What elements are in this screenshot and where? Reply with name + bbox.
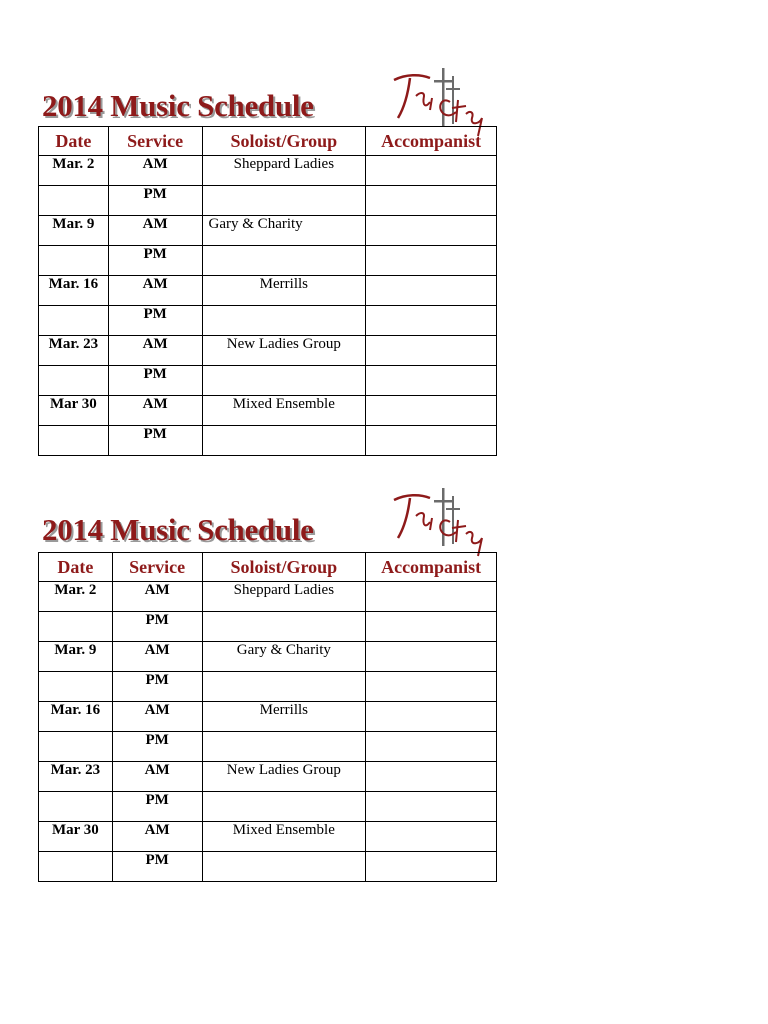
service-cell: AM [112,702,202,732]
date-cell [39,732,113,762]
accompanist-cell [366,852,497,882]
date-cell: Mar. 9 [39,216,109,246]
soloist-cell [202,426,366,456]
service-cell: AM [112,762,202,792]
date-cell [39,186,109,216]
accompanist-cell [366,642,497,672]
soloist-cell [202,186,366,216]
header-accompanist: Accompanist [366,553,497,582]
service-cell: PM [112,672,202,702]
date-cell: Mar. 16 [39,276,109,306]
service-cell: AM [108,396,202,426]
accompanist-cell [366,582,497,612]
date-cell [39,306,109,336]
service-cell: AM [108,216,202,246]
soloist-cell [202,366,366,396]
soloist-cell [202,306,366,336]
soloist-cell [202,792,366,822]
church-logo-icon [386,486,490,560]
soloist-cell: Sheppard Ladies [202,156,366,186]
accompanist-cell [366,612,497,642]
table-row [39,186,497,216]
date-cell: Mar. 16 [39,702,113,732]
accompanist-cell [366,306,497,336]
header-accompanist: Accompanist [366,127,497,156]
soloist-cell: New Ladies Group [202,762,366,792]
accompanist-cell [366,762,497,792]
service-cell: PM [108,306,202,336]
service-cell: AM [108,336,202,366]
table-row [39,246,497,276]
music-schedule-table [38,552,497,882]
table-row [39,642,497,672]
header-service: Service [112,553,202,582]
accompanist-cell [366,156,497,186]
header-service: Service [108,127,202,156]
accompanist-cell [366,702,497,732]
date-cell [39,852,113,882]
music-schedule-table [38,126,497,456]
service-cell: AM [112,582,202,612]
date-cell: Mar. 9 [39,642,113,672]
date-cell [39,426,109,456]
date-cell: Mar. 23 [39,336,109,366]
soloist-cell [202,852,366,882]
soloist-cell [202,246,366,276]
service-cell: PM [108,186,202,216]
date-cell [39,246,109,276]
accompanist-cell [366,216,497,246]
soloist-cell [202,732,366,762]
table-row [39,822,497,852]
date-cell: Mar 30 [39,396,109,426]
accompanist-cell [366,426,497,456]
service-cell: PM [108,246,202,276]
soloist-cell: Sheppard Ladies [202,582,366,612]
table-row [39,366,497,396]
table-row [39,426,497,456]
header-date: Date [39,553,113,582]
date-cell [39,792,113,822]
table-row [39,672,497,702]
service-cell: PM [112,852,202,882]
table-row [39,852,497,882]
table-row [39,762,497,792]
service-cell: PM [112,732,202,762]
date-cell: Mar. 2 [39,156,109,186]
table-row [39,306,497,336]
service-cell: AM [112,642,202,672]
soloist-cell: Mixed Ensemble [202,822,366,852]
table-row [39,612,497,642]
table-row [39,732,497,762]
soloist-cell: Gary & Charity [202,642,366,672]
schedule-title: 2014 Music Schedule [42,88,314,123]
accompanist-cell [366,366,497,396]
table-row [39,396,497,426]
date-cell: Mar. 2 [39,582,113,612]
accompanist-cell [366,732,497,762]
service-cell: AM [108,156,202,186]
accompanist-cell [366,186,497,216]
header-soloist: Soloist/Group [202,553,366,582]
soloist-cell: Merrills [202,276,366,306]
table-row [39,702,497,732]
accompanist-cell [366,396,497,426]
date-cell: Mar. 23 [39,762,113,792]
accompanist-cell [366,792,497,822]
table-row [39,582,497,612]
header-date: Date [39,127,109,156]
accompanist-cell [366,246,497,276]
accompanist-cell [366,822,497,852]
table-row [39,276,497,306]
service-cell: PM [112,792,202,822]
table-row [39,156,497,186]
soloist-cell: Mixed Ensemble [202,396,366,426]
date-cell [39,366,109,396]
schedule-title: 2014 Music Schedule [42,512,314,547]
date-cell [39,672,113,702]
date-cell: Mar 30 [39,822,113,852]
table-row [39,792,497,822]
table-row [39,336,497,366]
soloist-cell: Merrills [202,702,366,732]
service-cell: PM [112,612,202,642]
table-header-row [39,127,497,156]
date-cell [39,612,113,642]
soloist-cell [202,672,366,702]
service-cell: PM [108,426,202,456]
soloist-cell: New Ladies Group [202,336,366,366]
service-cell: AM [108,276,202,306]
accompanist-cell [366,672,497,702]
service-cell: PM [108,366,202,396]
accompanist-cell [366,336,497,366]
table-header-row [39,553,497,582]
accompanist-cell [366,276,497,306]
soloist-cell [202,612,366,642]
header-soloist: Soloist/Group [202,127,366,156]
table-row [39,216,497,246]
soloist-cell: Gary & Charity [202,216,366,246]
service-cell: AM [112,822,202,852]
